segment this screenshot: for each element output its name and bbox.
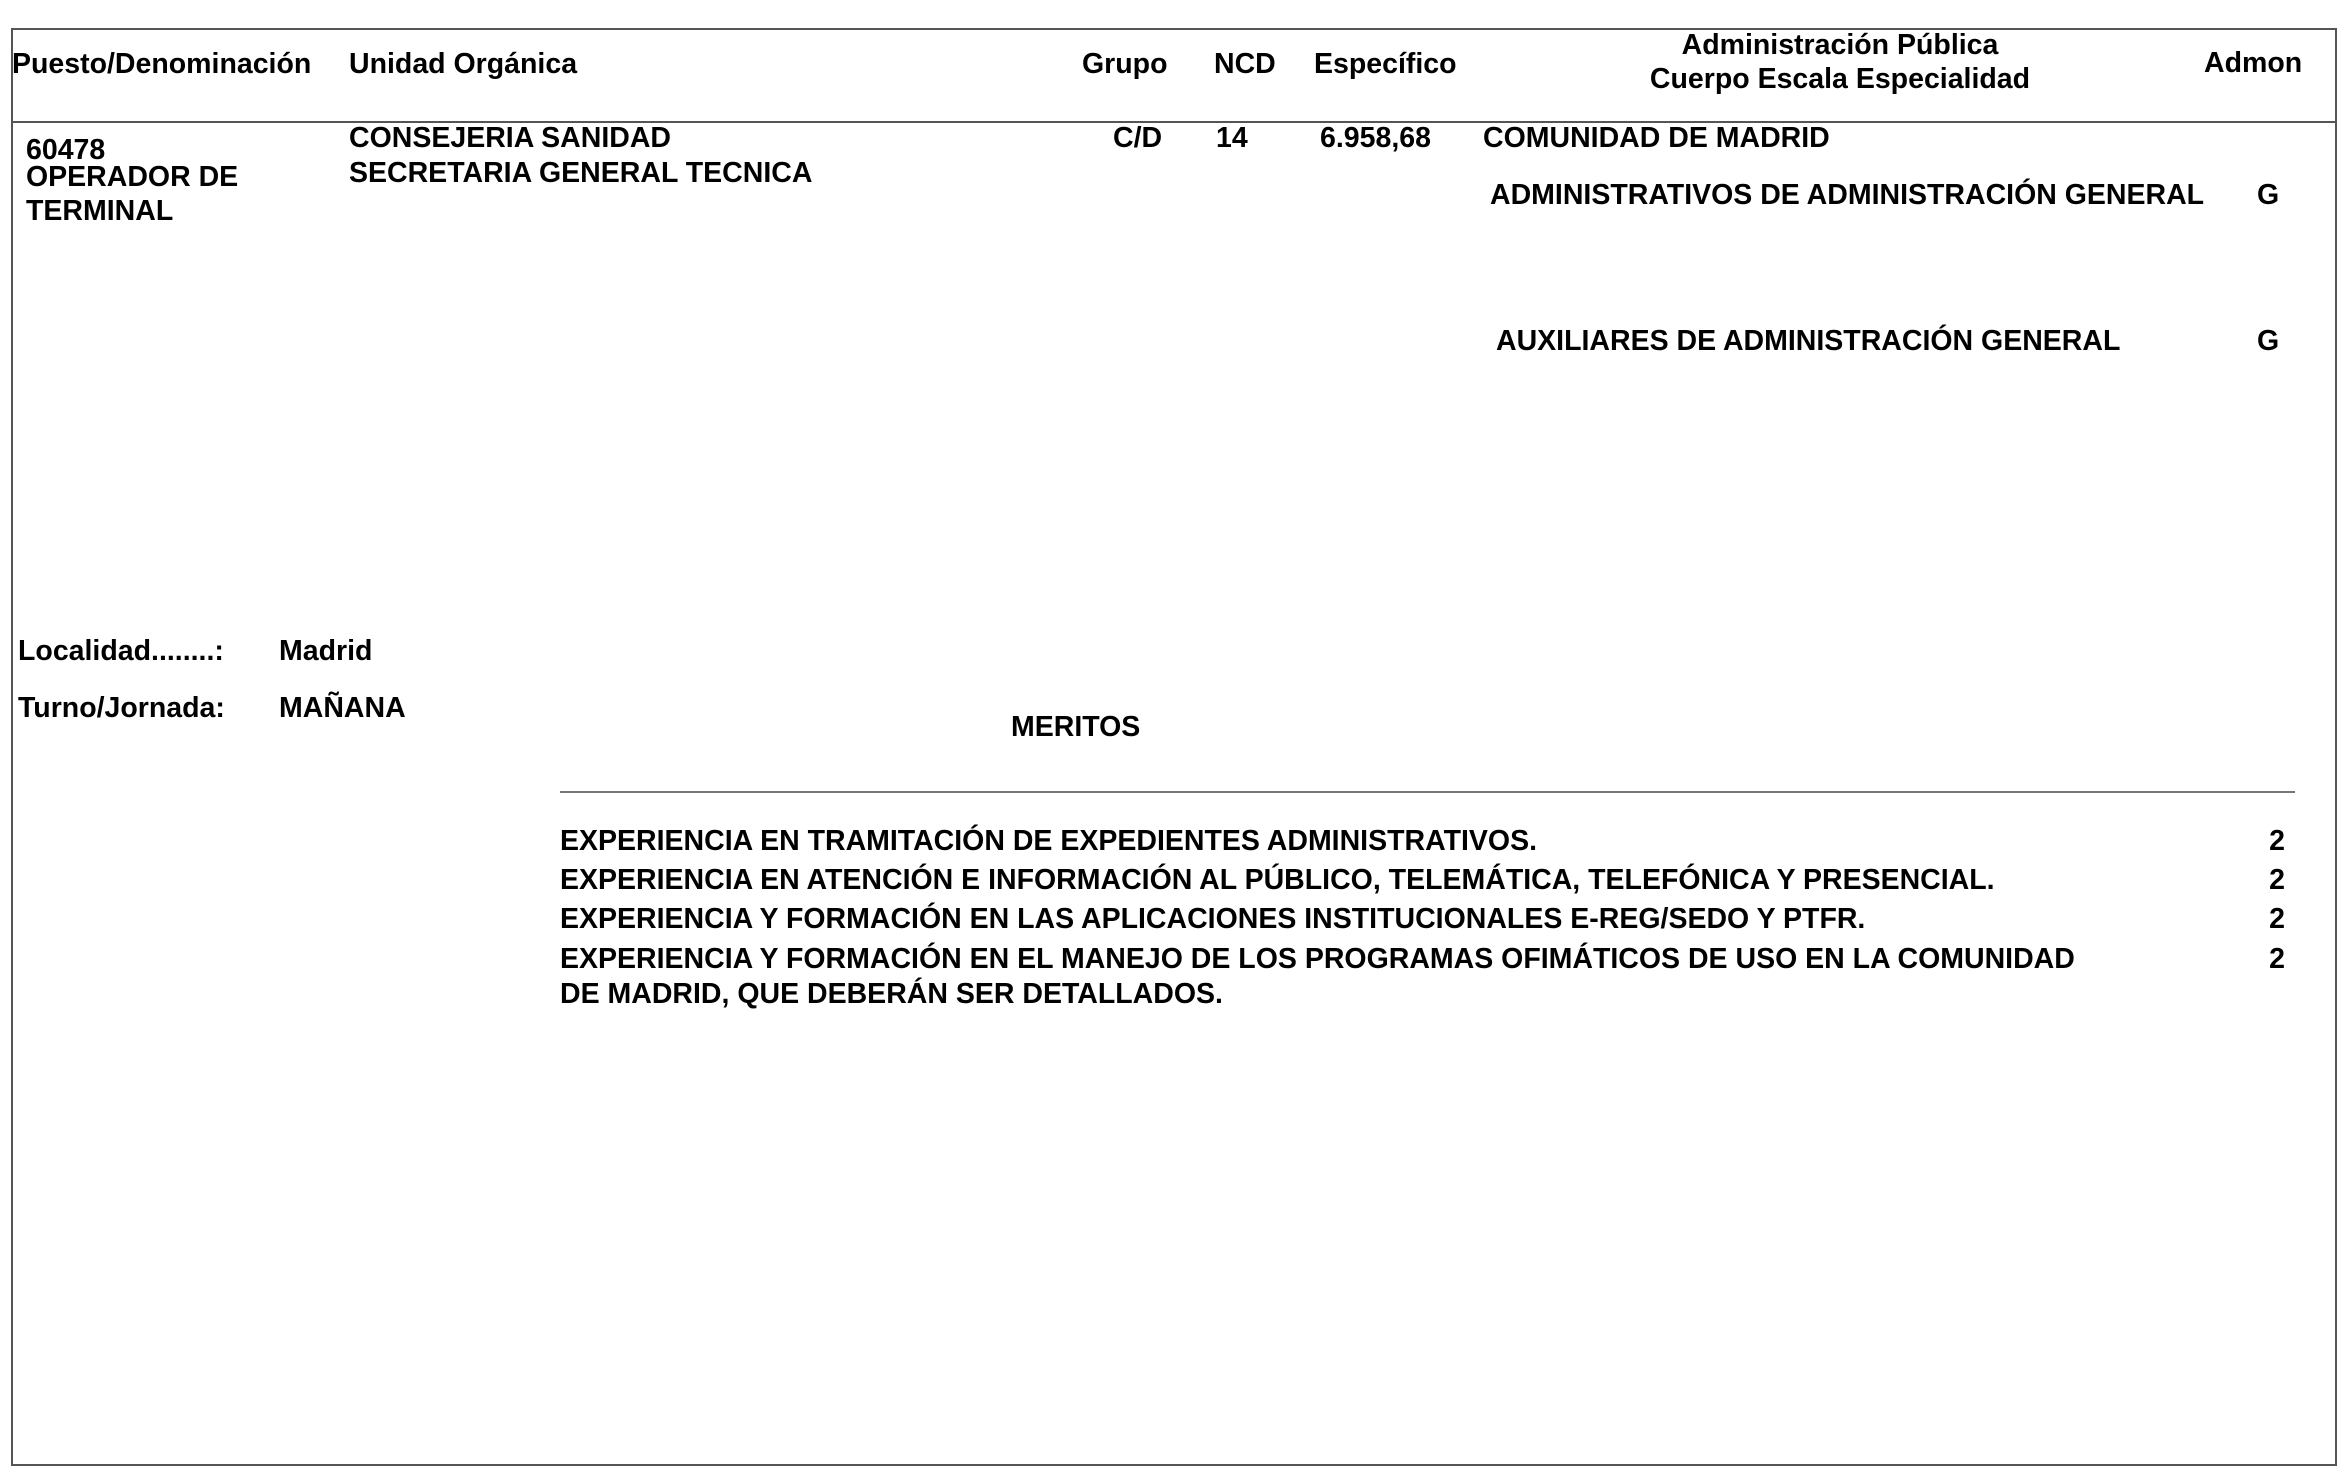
merito-1-points: 2 [2269,825,2285,857]
header-grupo: Grupo [1082,48,1168,80]
header-ncd: NCD [1214,48,1276,80]
header-admon: Admon [2204,47,2303,79]
merito-4-points: 2 [2269,943,2285,975]
cuerpo-2-nombre: AUXILIARES DE ADMINISTRACIÓN GENERAL [1496,325,2121,357]
merito-1-text: EXPERIENCIA EN TRAMITACIÓN DE EXPEDIENTES ADMINISTRATIVOS. [560,825,1538,857]
header-cuerpo-escala: Cuerpo Escala Especialidad [1649,63,2031,95]
header-especifico: Específico [1314,48,1457,80]
turno-value: MAÑANA [279,692,406,724]
meritos-title: MERITOS [1011,711,1141,743]
merito-3-text: EXPERIENCIA Y FORMACIÓN EN LAS APLICACIONES INSTITUCIONALES E-REG/SEDO Y PTFR. [560,903,1866,935]
puesto-codigo: 60478 [26,134,106,166]
meritos-divider [560,791,2295,793]
merito-3-points: 2 [2269,903,2285,935]
turno-label: Turno/Jornada: [18,692,225,724]
puesto-denominacion-2: TERMINAL [26,195,174,227]
header-admin-publica: Administración Pública [1681,29,1999,61]
merito-2-text: EXPERIENCIA EN ATENCIÓN E INFORMACIÓN AL PÚBLICO, TELEMÁTICA, TELEFÓNICA Y PRESENCIAL. [560,864,1995,896]
localidad-label: Localidad........: [18,635,224,667]
puesto-grupo: C/D [1113,122,1163,154]
merito-2-points: 2 [2269,864,2285,896]
merito-4-text-cont: DE MADRID, QUE DEBERÁN SER DETALLADOS. [560,978,1223,1010]
merito-4-text: EXPERIENCIA Y FORMACIÓN EN EL MANEJO DE LOS PROGRAMAS OFIMÁTICOS DE USO EN LA COMUNIDAD [560,943,2075,975]
puesto-ncd: 14 [1216,122,1248,154]
cuerpo-1-nombre: ADMINISTRATIVOS DE ADMINISTRACIÓN GENERAL [1490,179,2205,211]
header-unidad: Unidad Orgánica [349,48,578,80]
header-puesto: Puesto/Denominación [12,48,312,80]
puesto-administracion: COMUNIDAD DE MADRID [1483,122,1830,154]
cuerpo-1-admon: G [2257,179,2280,211]
puesto-denominacion-1: OPERADOR DE [26,161,239,193]
unidad-line-2: SECRETARIA GENERAL TECNICA [349,157,813,189]
puesto-especifico: 6.958,68 [1320,122,1431,154]
unidad-line-1: CONSEJERIA SANIDAD [349,122,671,154]
document-frame [11,28,2337,1466]
cuerpo-2-admon: G [2257,325,2280,357]
localidad-value: Madrid [279,635,373,667]
